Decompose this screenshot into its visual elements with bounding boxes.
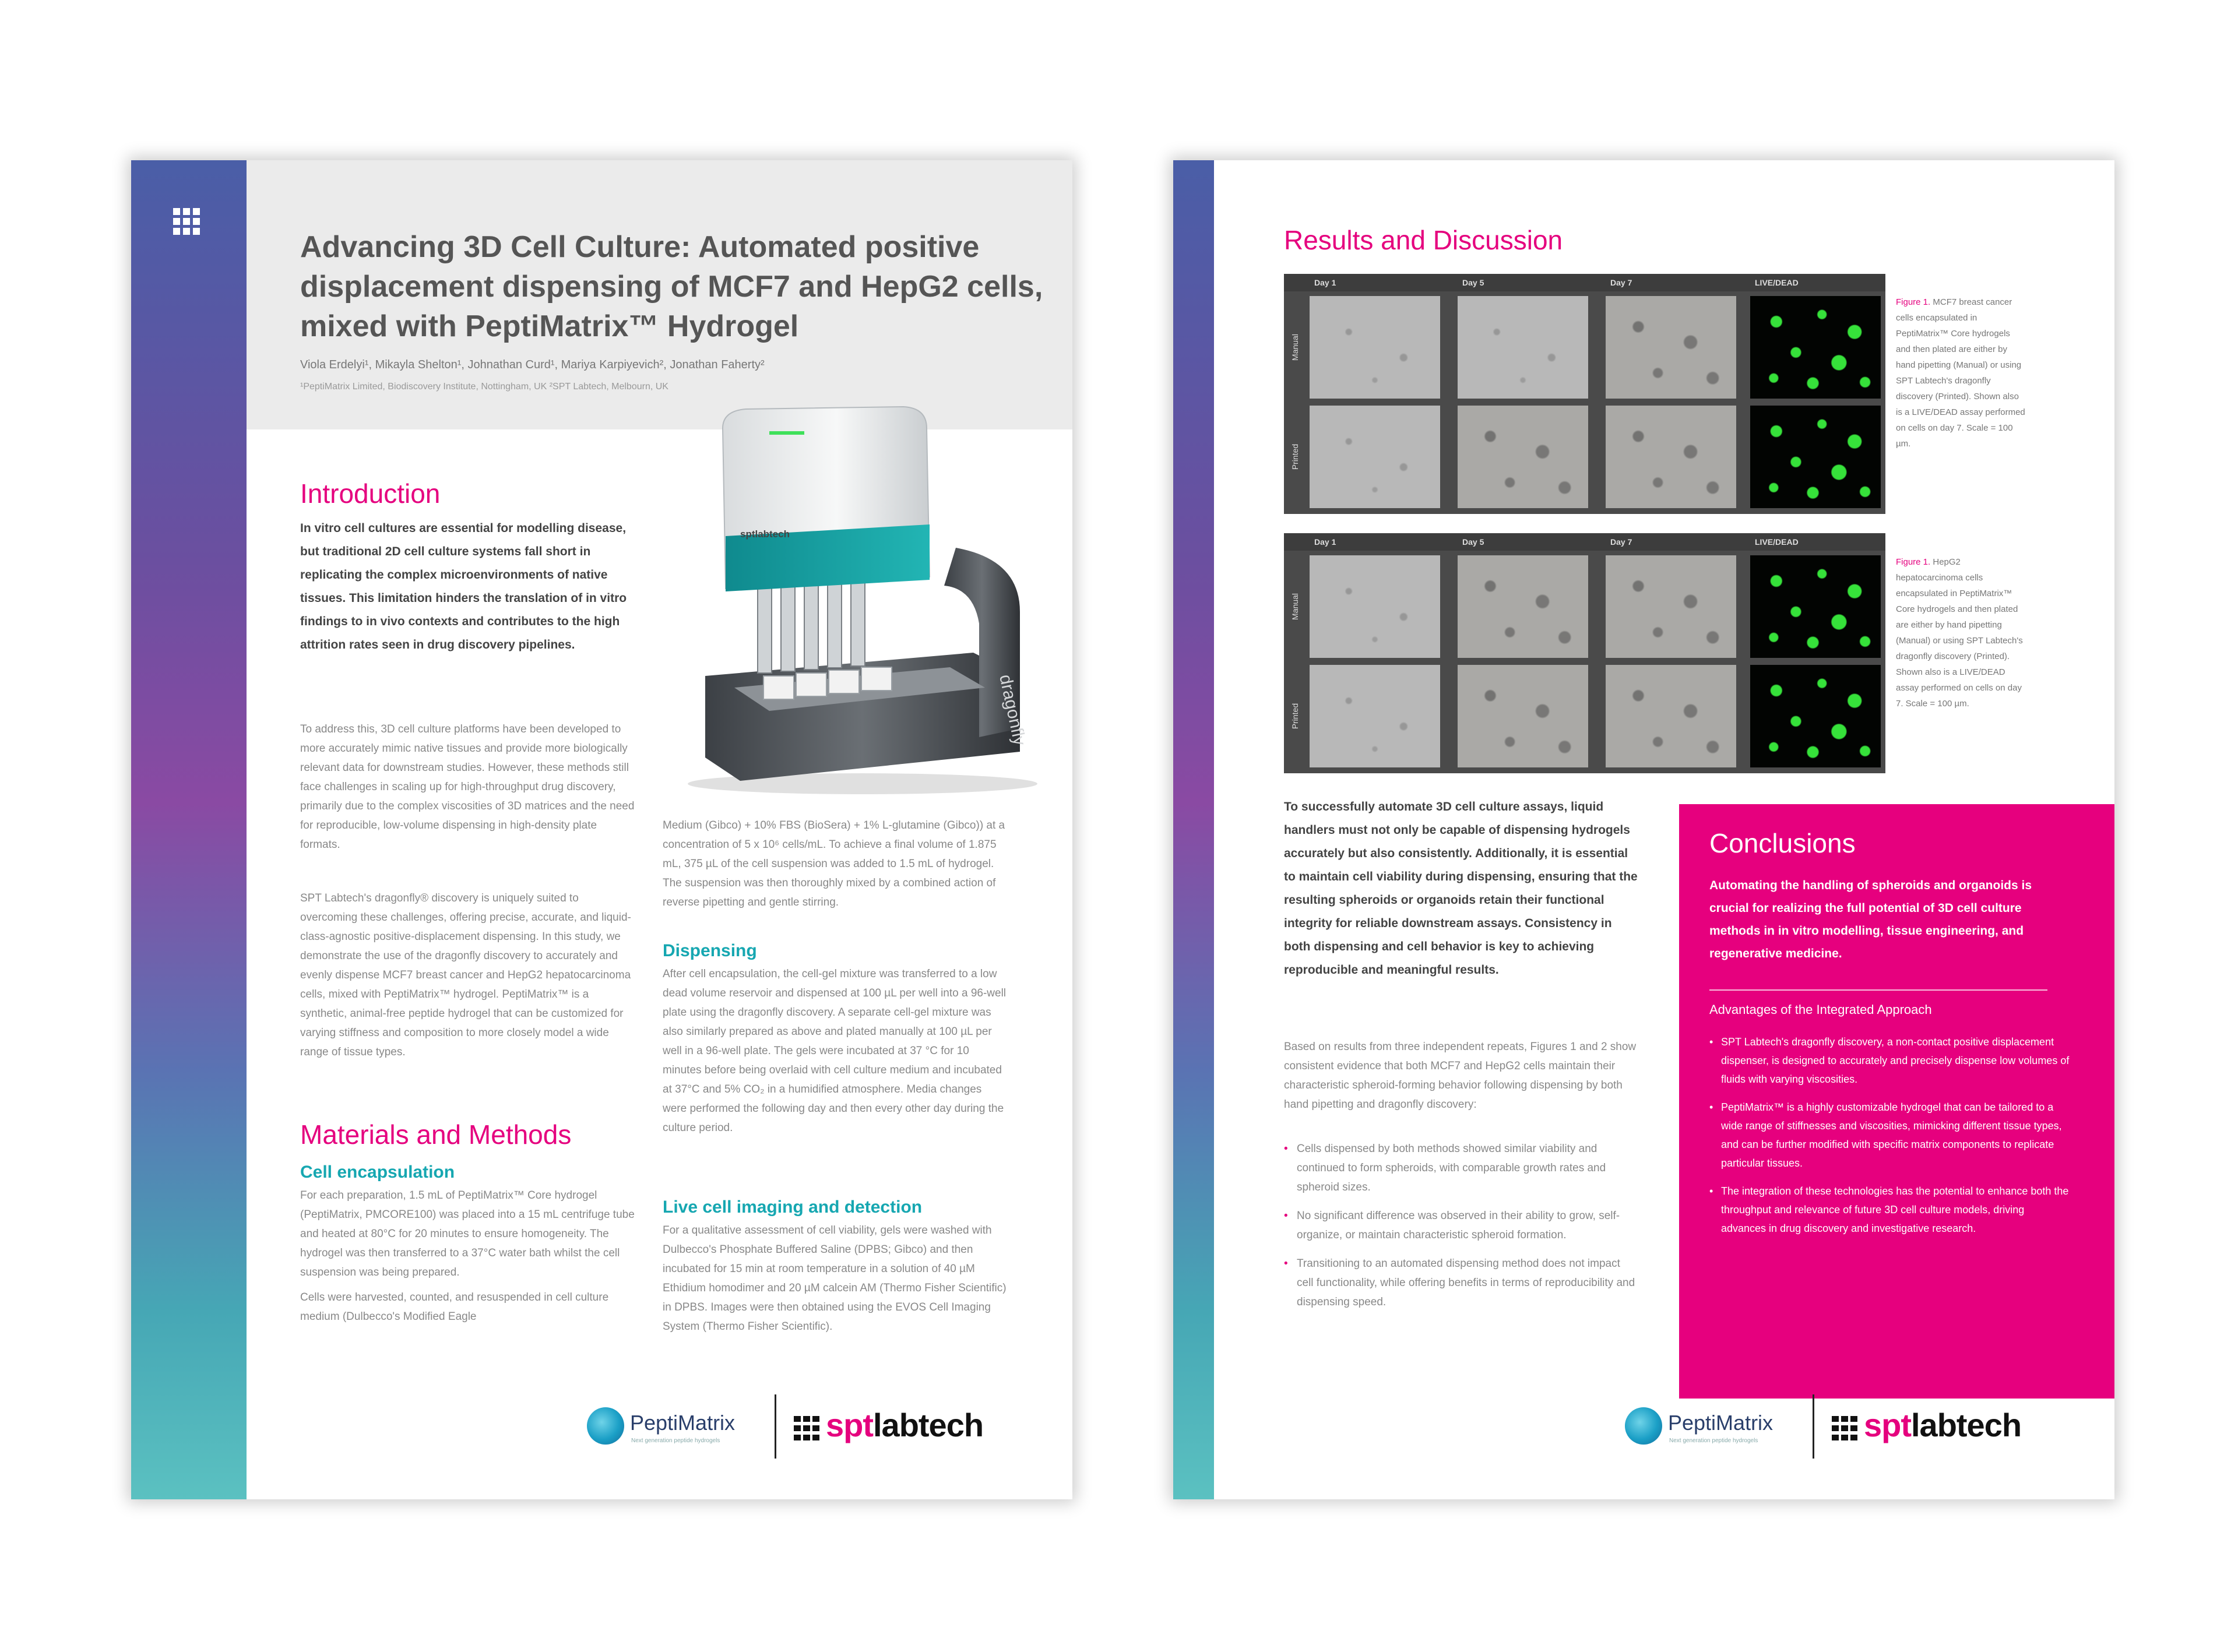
figure-1-image-grid bbox=[1284, 274, 1885, 514]
conclusions-box bbox=[1679, 804, 2114, 1399]
results-lead: To successfully automate 3D cell culture assays, liquid handlers must not only be capable of dispensing hydrogels accurately but also consistently. Additionally, it is essential to maintain cell viability during dispensing, ensuring that the resulting spheroids or organoids retain their functional integrity for reliable downstream assays. Consistency in both dispensing and cell behavior is key to achieving reproducible and meaningful results. bbox=[1284, 800, 1638, 977]
peptimatrix-logo-text: PeptiMatrix bbox=[630, 1411, 736, 1435]
introduction-paragraph-1: To address this, 3D cell culture platforms have been developed to more accurately mimic native tissues and provide more biologically relevant data for downstream studies. However, these methods still face challenges in scaling up for high-throughput drug discovery, primarily due to the complex viscosities of 3D matrices and the need for reproducible, low-volume dispensing in high-density plate formats. bbox=[300, 723, 635, 851]
figure-1-column-label: Day 1 bbox=[1314, 278, 1336, 287]
introduction-paragraph-2: SPT Labtech's dragonfly® discovery is uniquely suited to overcoming these challenges, offering precise, accurate, and liquid-class-agnostic positive-displacement dispensing. In this study, we demonstrate the use of the dragonfly discovery to accurately and evenly dispense MCF7 breast cancer and HepG2 hepatocarcinoma cells, mixed with PeptiMatrix™ hydrogel. PeptiMatrix™ is a synthetic, animal-free peptide hydrogel that can be customized for varying stiffness and composition to more closely model a wide range of tissue types. bbox=[300, 892, 631, 1058]
figure-2-column-label: Day 1 bbox=[1314, 537, 1336, 547]
device-side-label: dragonfly bbox=[995, 672, 1030, 748]
figure-2-row-label: Printed bbox=[1290, 703, 1300, 730]
conclusions-heading: Conclusions bbox=[1709, 828, 1856, 858]
results-heading: Results and Discussion bbox=[1284, 225, 1563, 255]
grid-icon bbox=[173, 208, 200, 235]
introduction-heading: Introduction bbox=[300, 478, 441, 509]
results-paragraph: Based on results from three independent repeats, Figures 1 and 2 show consistent evidence that both MCF7 and HepG2 cells maintain their characteristic spheroid-forming behavior following dispensing by both hand pipetting and dragonfly discovery: bbox=[1284, 1041, 1637, 1111]
advantages-bullet: • PeptiMatrix™ is a highly customizable hydrogel that can be tailored to a wide range of stiffnesses and viscosities, mimicking different tissue types, and can be further modified with specific matrix components to replicate particular tissues. bbox=[1709, 1098, 2071, 1172]
figure-1-column-label: LIVE/DEAD bbox=[1755, 278, 1799, 287]
conclusions-divider bbox=[1709, 989, 2047, 991]
live-imaging-paragraph: For a qualitative assessment of cell viability, gels were washed with Dulbecco's Phosphate Buffered Saline (DPBS; Gibco) and then incubated for 15 min at room temperature in a solution of 40 µM Ethidium homodimer and 20 µM calcein AM (Thermo Fisher Scientific) in DPBS. Images were then obtained using the EVOS Cell Imaging System (Thermo Fisher Scientific). bbox=[663, 1224, 1007, 1333]
brochure-page-1 bbox=[131, 160, 1072, 1499]
advantages-bullet-list bbox=[1709, 1033, 2071, 1247]
micrograph-tile bbox=[1310, 665, 1440, 767]
device-brand-label: sptlabtech bbox=[740, 529, 790, 540]
author-list: Viola Erdelyi¹, Mikayla Shelton¹, Johnathan Curd¹, Mariya Karpiyevich², Jonathan Faherty² bbox=[300, 358, 765, 371]
live-dead-tile bbox=[1750, 555, 1881, 658]
results-bullet-list bbox=[1284, 1139, 1639, 1321]
micrograph-tile bbox=[1310, 555, 1440, 658]
peptimatrix-tagline: Next generation peptide hydrogels bbox=[631, 1438, 720, 1444]
document-title: Advancing 3D Cell Culture: Automated positive displacement dispensing of MCF7 and HepG2 cells, mixed with PeptiMatrix™ Hydrogel bbox=[300, 230, 1043, 343]
peptimatrix-logo-text: PeptiMatrix bbox=[1668, 1411, 1773, 1435]
peptimatrix-logo-icon bbox=[1625, 1407, 1662, 1445]
logo-divider bbox=[1813, 1394, 1814, 1459]
results-bullet: • Transitioning to an automated dispensing method does not impact cell functionality, while offering benefits in terms of reproducibility and dispensing speed. bbox=[1284, 1254, 1639, 1312]
sptlabtech-logo-icon bbox=[794, 1416, 823, 1442]
figure-2-column-label: LIVE/DEAD bbox=[1755, 537, 1799, 547]
micrograph-tile bbox=[1458, 555, 1588, 658]
footer-logos bbox=[1625, 1394, 2091, 1459]
page2-gradient-sidebar bbox=[1173, 160, 1214, 1499]
micrograph-tile bbox=[1606, 555, 1736, 658]
methods-heading: Materials and Methods bbox=[300, 1119, 572, 1150]
page1-gradient-sidebar bbox=[131, 160, 247, 1499]
live-dead-tile bbox=[1750, 296, 1881, 399]
advantages-bullet: • SPT Labtech's dragonfly discovery, a non-contact positive displacement dispenser, is designed to accurately and precisely dispense low volumes of fluids with varying viscosities. bbox=[1709, 1033, 2071, 1089]
figure-2-caption: Figure 1. HepG2 hepatocarcinoma cells encapsulated in PeptiMatrix™ Core hydrogels and then plated are either by hand pipetting (Manual) or using SPT Labtech's dragonfly discovery (Printed). Shown also is a LIVE/DEAD assay performed on cells on day 7. Scale = 100 µm. bbox=[1896, 557, 2023, 709]
live-dead-tile bbox=[1750, 665, 1881, 767]
sptlabtech-logo-icon bbox=[1832, 1416, 1861, 1442]
advantages-bullet: • The integration of these technologies has the potential to enhance both the throughput and relevance of future 3D cell culture models, driving advances in drug discovery and investigative research. bbox=[1709, 1182, 2071, 1238]
live-dead-tile bbox=[1750, 406, 1881, 508]
micrograph-tile bbox=[1310, 296, 1440, 399]
figure-2-row-label: Manual bbox=[1290, 593, 1300, 620]
results-bullet: • No significant difference was observed in their ability to grow, self-organize, or maintain characteristic spheroid formation. bbox=[1284, 1206, 1639, 1245]
figure-2-column-label: Day 7 bbox=[1610, 537, 1632, 547]
micrograph-tile bbox=[1606, 665, 1736, 767]
dispensing-paragraph: After cell encapsulation, the cell-gel mixture was transferred to a low dead volume reservoir and dispensed at 100 µL per well into a 96-well plate using the dragonfly discovery. A separate cell-gel mixture was also similarly prepared as above and plated manually at 100 µL per well in a 96-well plate. The gels were incubated at 37 °C for 10 minutes before being overlaid with cell culture medium and incubated at 37°C and 5% CO₂ in a humidified atmosphere. Media changes were performed the following day and then every other day during the culture period. bbox=[663, 968, 1007, 1134]
figure-1-caption: Figure 1. MCF7 breast cancer cells encapsulated in PeptiMatrix™ Core hydrogels and then plated are either by hand pipetting (Manual) or using SPT Labtech's dragonfly discovery (Printed). Shown also is a LIVE/DEAD assay performed on cells on day 7. Scale = 100 µm. bbox=[1896, 297, 2025, 449]
conclusions-lead: Automating the handling of spheroids and organoids is crucial for realizing the full potential of 3D cell culture methods in in vitro modelling, tissue engineering, and regenerative medicine. bbox=[1709, 879, 2032, 960]
cell-encapsulation-heading: Cell encapsulation bbox=[300, 1163, 455, 1182]
methods-column2-paragraph: Medium (Gibco) + 10% FBS (BioSera) + 1% L-glutamine (Gibco)) at a concentration of 5 x 10⁶ cells/mL. To achieve a final volume of 1.875 mL, 375 µL of the cell suspension was added to 1.5 mL of hydrogel. The suspension was then thoroughly mixed by a combined action of reverse pipetting and gentle stirring. bbox=[663, 819, 1005, 908]
micrograph-tile bbox=[1606, 296, 1736, 399]
footer-logos bbox=[587, 1394, 1053, 1459]
brochure-page-2 bbox=[1173, 160, 2114, 1499]
advantages-heading: Advantages of the Integrated Approach bbox=[1709, 1002, 1932, 1017]
sptlabtech-logo-text: sptlabtech bbox=[826, 1407, 984, 1443]
peptimatrix-logo-icon bbox=[587, 1407, 624, 1445]
peptimatrix-tagline: Next generation peptide hydrogels bbox=[1669, 1438, 1758, 1444]
affiliations: ¹PeptiMatrix Limited, Biodiscovery Institute, Nottingham, UK ²SPT Labtech, Melbourn, UK bbox=[300, 382, 668, 392]
introduction-lead: In vitro cell cultures are essential for modelling disease, but traditional 2D cell culture systems fall short in replicating the complex microenvironments of native tissues. This limitation hinders the translation of in vitro findings to in vivo contexts and contributes to the high attrition rates seen in drug discovery pipelines. bbox=[300, 522, 627, 651]
sptlabtech-logo-text: sptlabtech bbox=[1864, 1407, 2022, 1443]
dispensing-heading: Dispensing bbox=[663, 941, 757, 960]
results-bullet: • Cells dispensed by both methods showed similar viability and continued to form spheroids, with comparable growth rates and spheroid sizes. bbox=[1284, 1139, 1639, 1197]
figure-2-image-grid bbox=[1284, 533, 1885, 773]
figure-2-column-label: Day 5 bbox=[1462, 537, 1484, 547]
micrograph-tile bbox=[1458, 296, 1588, 399]
figure-1-row-label: Manual bbox=[1290, 334, 1300, 361]
cell-encapsulation-paragraph-1: For each preparation, 1.5 mL of PeptiMatrix™ Core hydrogel (PeptiMatrix, PMCORE100) was placed into a 15 mL centrifuge tube and heated at 80°C for 20 minutes to ensure homogeneity. The hydrogel was then transferred to a 37°C water bath whilst the cell suspension was being prepared. bbox=[300, 1189, 635, 1278]
figure-1-row-label: Printed bbox=[1290, 443, 1300, 470]
micrograph-tile bbox=[1310, 406, 1440, 508]
figure-1-column-label: Day 5 bbox=[1462, 278, 1484, 287]
micrograph-tile bbox=[1458, 665, 1588, 767]
cell-encapsulation-paragraph-2: Cells were harvested, counted, and resuspended in cell culture medium (Dulbecco's Modified Eagle bbox=[300, 1291, 609, 1323]
micrograph-tile bbox=[1458, 406, 1588, 508]
micrograph-tile bbox=[1606, 406, 1736, 508]
logo-divider bbox=[775, 1394, 776, 1459]
dragonfly-device-image bbox=[670, 402, 1049, 798]
figure-1-column-label: Day 7 bbox=[1610, 278, 1632, 287]
live-imaging-heading: Live cell imaging and detection bbox=[663, 1197, 923, 1217]
